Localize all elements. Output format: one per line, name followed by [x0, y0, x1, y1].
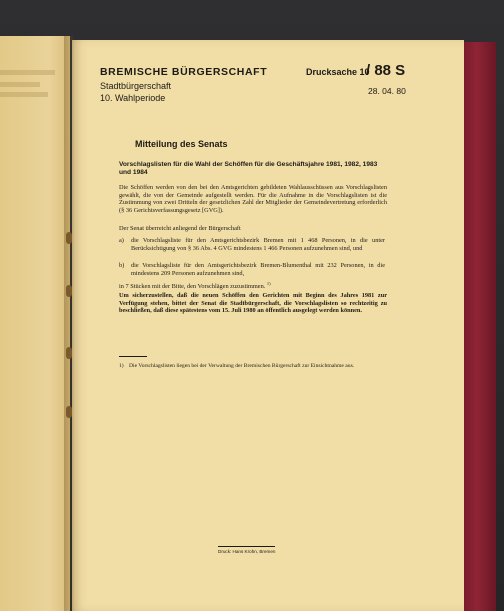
binding-hole [66, 285, 72, 297]
document-page [72, 40, 464, 611]
bleed-through-line [0, 70, 55, 75]
paragraph-transmittal: Der Senat überreicht anliegend der Bürgerschaft [119, 225, 241, 232]
binding-hole [66, 347, 72, 359]
binding-hole [66, 406, 72, 418]
paragraph-deadline: Um sicherzustellen, daß die neuen Schöffen den Gerichten mit Beginn des Jahres 1981 zur Verfügung stehen, bittet der Senat die Stadtbürgerschaft, die Vorschlagslisten so rechtzeitig zu beschließen, daß diese spätestens vom 15. Juli 1980 an öffentlich ausgelegt werden können. [119, 292, 387, 315]
list-item [119, 262, 387, 277]
list-item [119, 237, 387, 252]
list-item-marker: a) [119, 237, 124, 244]
list-item-marker: b) [119, 262, 125, 269]
chamber-name: Stadtbürgerschaft [100, 81, 172, 91]
paragraph-request-text: in 7 Stücken mit der Bitte, den Vorschlägen zuzustimmen. [119, 283, 266, 291]
election-period: 10. Wahlperiode [100, 93, 166, 103]
footnote-divider [119, 356, 147, 357]
bleed-through-line [0, 92, 48, 97]
binding-gutter [64, 36, 74, 611]
drucksache-number: / 88 S [366, 62, 406, 79]
document-title: Mitteilung des Senats [135, 139, 228, 149]
paragraph-request [119, 280, 387, 291]
paragraph-intro: Die Schöffen werden von den bei den Amtsgerichten gebildeten Wahlausschüssen aus Vorschlagslisten gewählt, die von der Gemeinde aufgestellt werden. Für die Aufnahme in die Vorschlagslisten ist die Zustimmung von zwei Dritteln der gesetzlichen Zahl der Mitglieder der Gemeindevertretung erforderlich (§ 36 Gerichtsverfassungsgesetz [GVG]). [119, 184, 387, 214]
footnote-reference: 1) [266, 281, 271, 286]
footnote-marker: 1) [119, 363, 124, 369]
footnote-text: Die Vorschlagslisten liegen bei der Verwaltung der Bremischen Bürgerschaft zur Einsichtnahme aus. [129, 363, 355, 369]
footnote [119, 363, 387, 370]
list-item-text: die Vorschlagsliste für den Amtsgerichtsbezirk Bremen-Blumenthal mit 232 Personen, in die mindestens 209 Personen aufzunehmen sind, [131, 262, 385, 277]
folder-edge [464, 42, 496, 611]
list-item-text: die Vorschlagsliste für den Amtsgerichtsbezirk Bremen mit 1 468 Personen, in die unter Berücksichtigung von § 36 Abs. 4 GVG mindestens 1 466 Personen aufzunehmen sind, und [131, 237, 385, 252]
bleed-through-line [0, 82, 40, 87]
document-subject: Vorschlagslisten für die Wahl der Schöffen für die Geschäftsjahre 1981, 1982, 1983 und 1984 [119, 161, 378, 176]
document-date: 28. 04. 80 [368, 86, 406, 96]
drucksache-label: Drucksache 10 [306, 67, 370, 77]
left-facing-page [0, 36, 70, 611]
binding-hole [66, 232, 72, 244]
printer-imprint: Druck: Hans Krohn, Bremen [218, 546, 275, 554]
organization-name: BREMISCHE BÜRGERSCHAFT [100, 66, 268, 78]
